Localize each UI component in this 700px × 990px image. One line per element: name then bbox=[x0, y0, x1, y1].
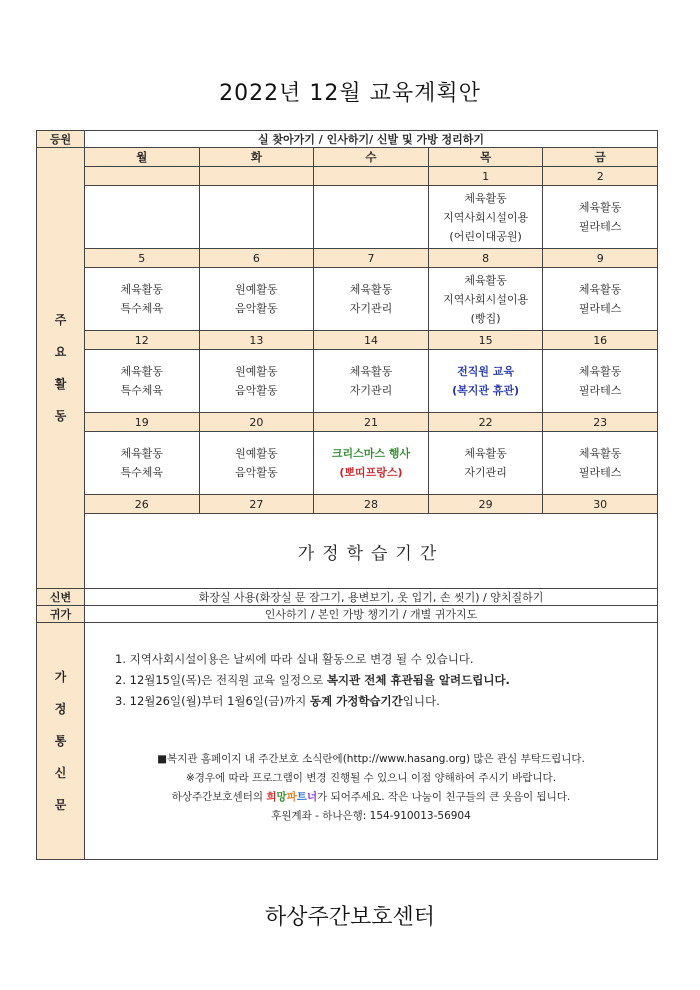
date-cell: 21 bbox=[314, 413, 429, 432]
departure-label: 귀가 bbox=[37, 606, 85, 623]
date-cell: 26 bbox=[85, 495, 200, 514]
home-study-row bbox=[37, 514, 658, 589]
date-cell: 16 bbox=[543, 331, 658, 350]
activity-cell: 체육활동 필라테스 bbox=[543, 186, 658, 249]
activity-cell: 원예활동 음악활동 bbox=[199, 268, 314, 331]
date-row bbox=[37, 331, 658, 350]
date-cell: 13 bbox=[199, 331, 314, 350]
activity-cell: 체육활동 필라테스 bbox=[543, 350, 658, 413]
home-study-period: 가정학습기간 bbox=[85, 514, 658, 589]
weekday-tue: 화 bbox=[199, 148, 314, 167]
date-cell: 12 bbox=[85, 331, 200, 350]
date-cell: 19 bbox=[85, 413, 200, 432]
date-cell: 27 bbox=[199, 495, 314, 514]
date-cell bbox=[199, 167, 314, 186]
date-cell: 30 bbox=[543, 495, 658, 514]
notice-2: 2. 12월15일(목)은 전직원 교육 일정으로 복지관 전체 휴관됨을 알려드립니다. bbox=[115, 673, 510, 687]
date-cell: 22 bbox=[428, 413, 543, 432]
christmas-event-cell: 크리스마스 행사 (뽀띠프랑스) bbox=[314, 432, 429, 495]
date-cell bbox=[85, 167, 200, 186]
date-cell: 23 bbox=[543, 413, 658, 432]
arrival-label: 등원 bbox=[37, 131, 85, 148]
activity-cell: 체육활동 자기관리 bbox=[314, 268, 429, 331]
staff-training-closure-cell: 전직원 교육 (복지관 휴관) bbox=[428, 350, 543, 413]
newsletter-label: 가 정 통 신 문 bbox=[37, 623, 85, 860]
date-cell: 29 bbox=[428, 495, 543, 514]
activity-cell: 체육활동 필라테스 bbox=[543, 432, 658, 495]
date-cell: 20 bbox=[199, 413, 314, 432]
date-cell: 9 bbox=[543, 249, 658, 268]
notice-1: 1. 지역사회시설이용은 날씨에 따라 실내 활동으로 변경 될 수 있습니다. bbox=[115, 652, 474, 666]
page-title: 2022년 12월 교육계획안 bbox=[219, 81, 481, 106]
date-cell: 15 bbox=[428, 331, 543, 350]
activity-cell: 체육활동 자기관리 bbox=[428, 432, 543, 495]
date-cell: 8 bbox=[428, 249, 543, 268]
hygiene-label: 신변 bbox=[37, 589, 85, 606]
arrival-row bbox=[37, 131, 658, 148]
date-cell: 5 bbox=[85, 249, 200, 268]
activity-cell bbox=[314, 186, 429, 249]
program-change-notice: ※경우에 따라 프로그램이 변경 진행될 수 있으니 이점 양해하여 주시기 바랍니다. bbox=[185, 772, 557, 784]
activity-cell: 원예활동 음악활동 bbox=[199, 350, 314, 413]
donation-account: 후원계좌 - 하나은행: 154-910013-56904 bbox=[271, 810, 471, 822]
activity-cell: 체육활동 자기관리 bbox=[314, 350, 429, 413]
date-cell: 6 bbox=[199, 249, 314, 268]
departure-text: 인사하기 / 본인 가방 챙기기 / 개별 귀가지도 bbox=[85, 606, 658, 623]
date-cell: 28 bbox=[314, 495, 429, 514]
center-name: 하상주간보호센터 bbox=[264, 905, 436, 930]
activity-cell: 체육활동 특수체육 bbox=[85, 268, 200, 331]
newsletter-content bbox=[85, 623, 658, 860]
activity-cell: 체육활동 지역사회시설이용 (빵집) bbox=[428, 268, 543, 331]
activity-cell bbox=[85, 186, 200, 249]
weekday-wed: 수 bbox=[314, 148, 429, 167]
partner-notice: 하상주간보호센터의 희망파트너가 되어주세요. 작은 나눔이 친구들의 큰 웃음이 됩니다. bbox=[171, 791, 571, 803]
activity-row bbox=[37, 268, 658, 331]
weekday-mon: 월 bbox=[85, 148, 200, 167]
activity-cell: 체육활동 특수체육 bbox=[85, 432, 200, 495]
activity-cell: 체육활동 특수체육 bbox=[85, 350, 200, 413]
arrival-text: 실 찾아가기 / 인사하기/ 신발 및 가방 정리하기 bbox=[85, 131, 658, 148]
hygiene-text: 화장실 사용(화장실 문 잠그기, 용변보기, 옷 입기, 손 씻기) / 양치질하기 bbox=[85, 589, 658, 606]
activity-cell: 체육활동 지역사회시설이용 (어린이대공원) bbox=[428, 186, 543, 249]
date-row bbox=[37, 249, 658, 268]
homepage-notice: ■복지관 홈페이지 내 주간보호 소식란에(http://www.hasang.org) 많은 관심 부탁드립니다. bbox=[157, 753, 585, 765]
activity-cell bbox=[199, 186, 314, 249]
weekday-thu: 목 bbox=[428, 148, 543, 167]
activity-cell: 체육활동 필라테스 bbox=[543, 268, 658, 331]
newsletter-row bbox=[37, 623, 658, 860]
departure-row bbox=[37, 606, 658, 623]
weekday-header-row bbox=[37, 148, 658, 167]
date-row bbox=[37, 495, 658, 514]
main-activities-label: 주 요 활 동 bbox=[37, 148, 85, 589]
activity-row bbox=[37, 350, 658, 413]
notice-3: 3. 12월26일(월)부터 1월6일(금)까지 동계 가정학습기간입니다. bbox=[115, 694, 440, 708]
date-cell: 1 bbox=[428, 167, 543, 186]
date-cell: 7 bbox=[314, 249, 429, 268]
weekday-fri: 금 bbox=[543, 148, 658, 167]
education-plan-table bbox=[36, 130, 658, 860]
date-row bbox=[37, 413, 658, 432]
date-cell: 2 bbox=[543, 167, 658, 186]
date-cell bbox=[314, 167, 429, 186]
hygiene-row bbox=[37, 589, 658, 606]
activity-row bbox=[37, 186, 658, 249]
activity-row bbox=[37, 432, 658, 495]
date-row bbox=[37, 167, 658, 186]
date-cell: 14 bbox=[314, 331, 429, 350]
activity-cell: 원예활동 음악활동 bbox=[199, 432, 314, 495]
